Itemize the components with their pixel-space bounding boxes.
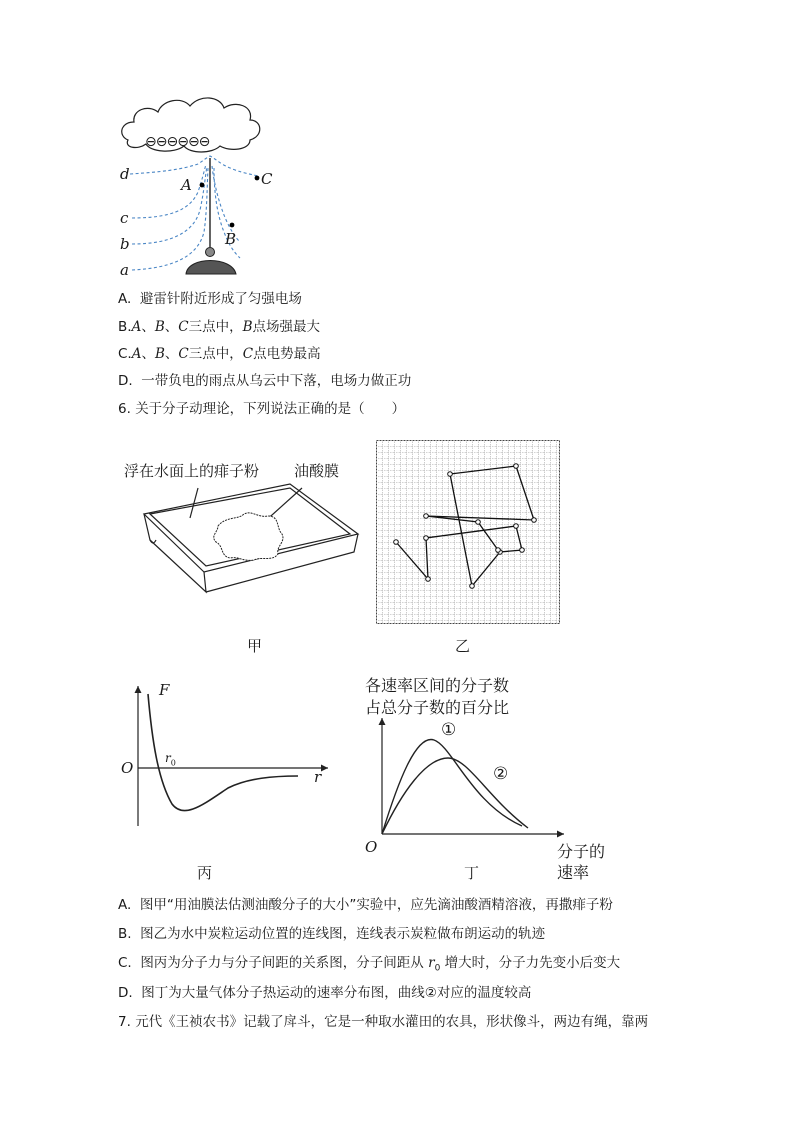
charge-icon: ⊖ [187, 134, 199, 150]
label-C: C [261, 170, 273, 188]
fig-yi-grid [376, 440, 560, 624]
q7-stem: 7. 元代《王祯农书》记载了戽斗，它是一种取水灌田的农具，形状像斗，两边有绳，靠两 [118, 1014, 649, 1030]
fig-jia-label1: 浮在水面上的痱子粉 [124, 462, 260, 480]
fig-ding-chart [372, 712, 572, 838]
particle-position-point [394, 540, 399, 545]
point-C-dot [255, 176, 260, 181]
fig-bing-r: r [314, 768, 322, 786]
particle-position-point [424, 514, 429, 519]
label-B: B [225, 230, 237, 248]
particle-position-point [496, 548, 501, 553]
q5-option-a: A. 避雷针附近形成了匀强电场 [118, 291, 302, 307]
fig-jia-caption: 甲 [247, 637, 263, 655]
fig-bing-F: F [159, 681, 170, 699]
charge-icon: ⊖ [155, 134, 167, 150]
q5-option-c: C.A、B、C三点中，C点电势最高 [118, 346, 321, 362]
q6-option-d: D. 图丁为大量气体分子热运动的速率分布图，曲线②对应的温度较高 [118, 985, 532, 1001]
particle-position-point [520, 548, 525, 553]
fig-bing-caption: 丙 [197, 864, 213, 882]
fig-bing-r0: $r_0$ [165, 751, 176, 768]
q5-option-b: B.A、B、C三点中，B点场强最大 [118, 319, 320, 335]
q6-option-b: B. 图乙为水中炭粒运动位置的连线图，连线表示炭粒做布朗运动的轨迹 [118, 926, 546, 942]
label-A: A [181, 176, 192, 194]
negative-charges [145, 134, 209, 150]
particle-position-point [426, 577, 431, 582]
fig-jia-label2: 油酸膜 [294, 462, 340, 480]
fig-ding-xlabel2: 速率 [557, 863, 590, 882]
charge-icon: ⊖ [177, 134, 188, 150]
particle-position-point [476, 520, 481, 525]
rod-tip-ball [206, 248, 215, 257]
label-a: a [120, 261, 129, 279]
point-B-dot [230, 223, 235, 228]
label-c: c [120, 209, 129, 227]
curve-1-label: ① [441, 720, 457, 740]
particle-position-point [448, 472, 453, 477]
particle-position-point [514, 464, 519, 469]
particle-position-point [424, 536, 429, 541]
q6-option-c: C. 图丙为分子力与分子间距的关系图，分子间距从 $r_0$ 增大时，分子力先变小后变大 [118, 955, 621, 974]
curve-1 [382, 739, 522, 834]
q6-option-a: A. 图甲“用油膜法估测油酸分子的大小”实验中，应先滴油酸酒精溶液，再撒痱子粉 [118, 897, 613, 913]
building-base [186, 261, 236, 275]
label-d: d [120, 165, 130, 183]
fig-ding-ylabel2: 占总分子数的百分比 [365, 698, 510, 717]
particle-position-point [470, 584, 475, 589]
charge-icon: ⊖ [145, 134, 156, 150]
fig-jia-tray [140, 480, 365, 600]
fig-ding-xlabel1: 分子的 [557, 842, 606, 861]
fig-ding-ylabel1: 各速率区间的分子数 [365, 676, 510, 695]
particle-position-point [514, 524, 519, 529]
fig-bing-O: O [121, 759, 134, 777]
point-A-dot [200, 183, 205, 188]
charge-icon: ⊖ [166, 134, 178, 150]
q5-option-d: D. 一带负电的雨点从乌云中下落，电场力做正功 [118, 373, 412, 389]
curve-2-label: ② [493, 764, 509, 784]
charge-icon: ⊖ [198, 134, 210, 150]
q6-stem: 6. 关于分子动理论，下列说法正确的是（ ） [118, 401, 406, 417]
label-b: b [120, 235, 130, 253]
fig-bing-chart [118, 680, 338, 830]
particle-position-point [532, 518, 537, 523]
fig-ding-caption: 丁 [464, 864, 480, 882]
oil-film-shape [214, 513, 283, 561]
fig-yi-caption: 乙 [455, 637, 471, 655]
fig-ding-O: O [365, 838, 378, 856]
